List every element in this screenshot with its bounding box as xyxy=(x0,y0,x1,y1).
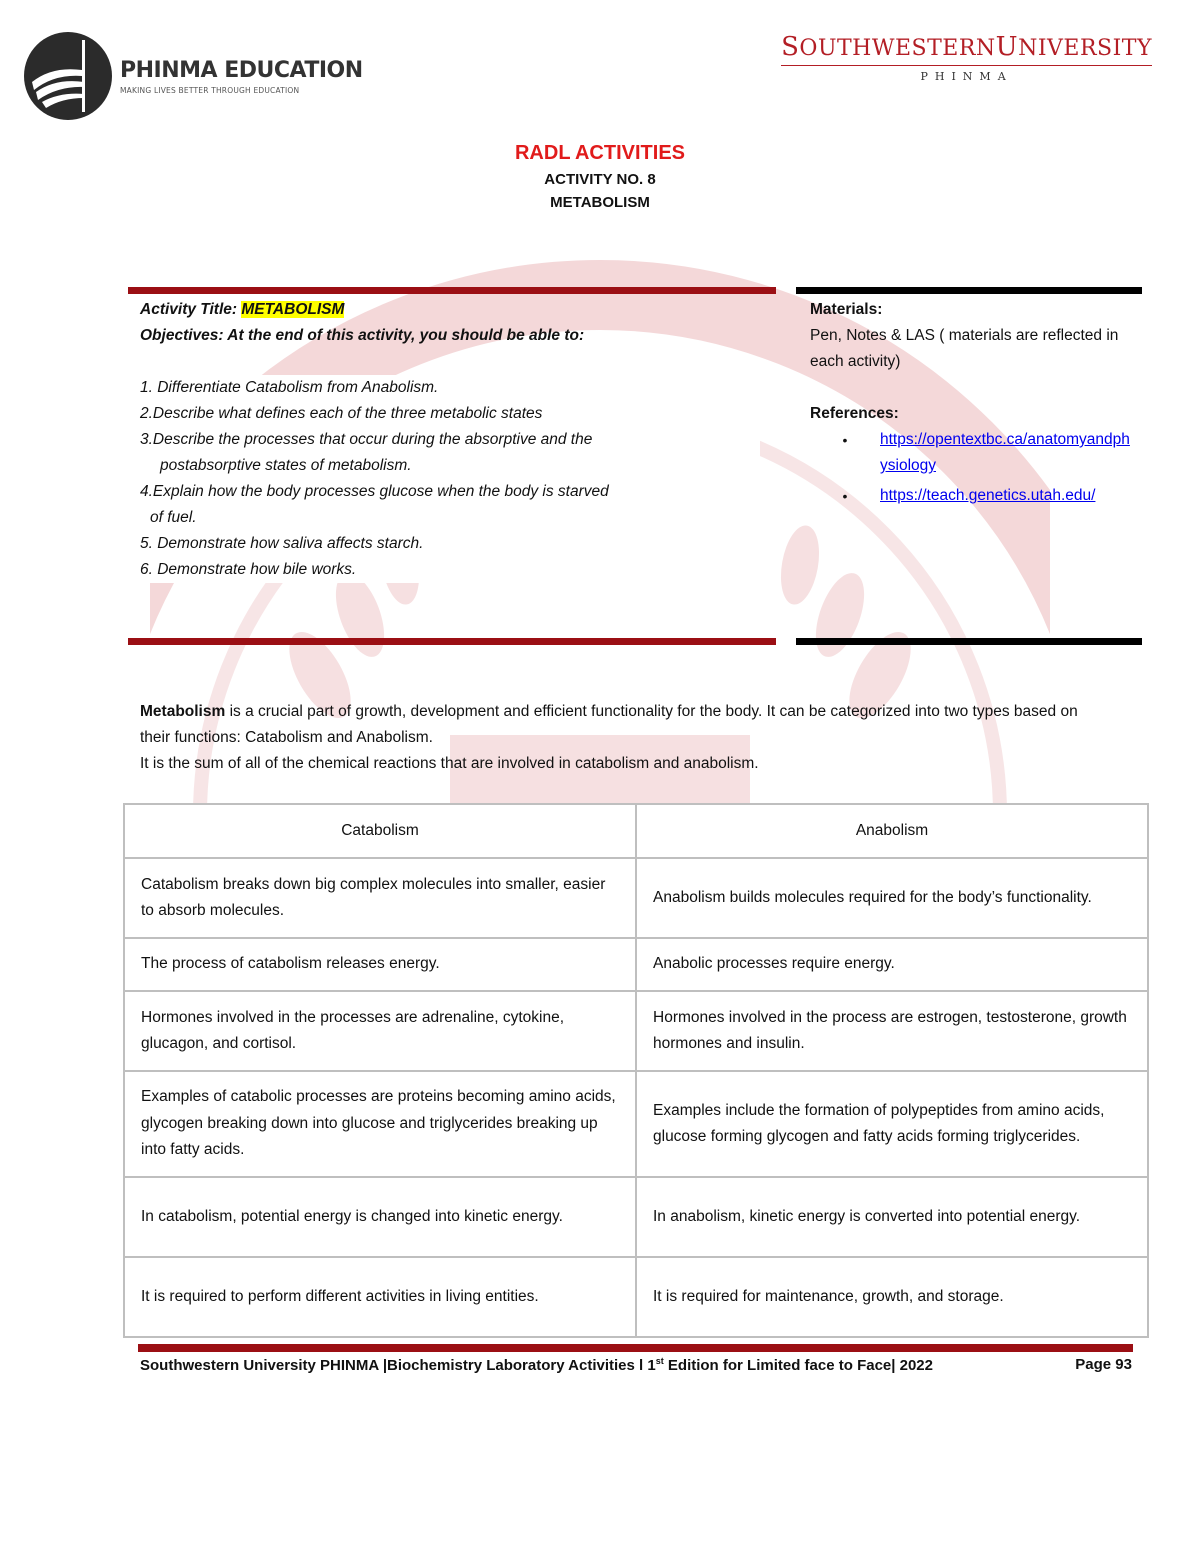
page-number: Page 93 xyxy=(1075,1356,1132,1373)
objective-item: 4.Explain how the body processes glucose when the body is starved xyxy=(140,483,609,500)
table-cell: Anabolic processes require energy. xyxy=(636,938,1148,991)
table-row xyxy=(124,858,1148,938)
reference-item xyxy=(810,427,1140,479)
materials-panel xyxy=(810,297,1140,509)
references-label: References: xyxy=(810,405,899,422)
table-cell: It is required for maintenance, growth, and storage. xyxy=(636,1257,1148,1337)
table-cell: The process of catabolism releases energy. xyxy=(124,938,636,991)
section-bottom-bar-left xyxy=(128,638,776,645)
page-footer xyxy=(140,1356,1132,1374)
table-cell: Catabolism breaks down big complex molecules into smaller, easier to absorb molecules. xyxy=(124,858,636,938)
objective-item: 6. Demonstrate how bile works. xyxy=(140,561,357,578)
swu-name: SOUTHWESTERNUNIVERSITY xyxy=(781,32,1152,62)
objective-item: 5. Demonstrate how saliva affects starch. xyxy=(140,535,424,552)
activity-topic: METABOLISM xyxy=(550,194,650,211)
table-cell: Examples of catabolic processes are proteins becoming amino acids, glycogen breaking down into glucose and triglycerides breaking up into fatty acids. xyxy=(124,1071,636,1177)
phinma-emblem-icon xyxy=(22,30,114,122)
objective-item-continued: postabsorptive states of metabolism. xyxy=(160,457,412,474)
objective-item-continued: of fuel. xyxy=(150,509,197,526)
materials-text: Pen, Notes & LAS ( materials are reflected in each activity) xyxy=(810,327,1119,370)
table-cell: In catabolism, potential energy is changed into kinetic energy. xyxy=(124,1177,636,1257)
swu-logo xyxy=(781,32,1152,83)
objective-item: 3.Describe the processes that occur during the absorptive and the xyxy=(140,431,593,448)
table-header-row xyxy=(124,804,1148,858)
objectives-panel xyxy=(140,297,760,583)
phinma-education-logo xyxy=(22,30,363,122)
objective-item: 1. Differentiate Catabolism from Anabolism. xyxy=(140,379,439,396)
table-cell: It is required to perform different activities in living entities. xyxy=(124,1257,636,1337)
bullet-icon: • xyxy=(842,488,848,504)
reference-item xyxy=(810,483,1140,509)
activity-number: ACTIVITY NO. 8 xyxy=(544,171,656,188)
table-row xyxy=(124,1177,1148,1257)
swu-rule xyxy=(781,65,1152,66)
phinma-name: PHINMA EDUCATION xyxy=(120,57,363,83)
reference-link[interactable]: https://opentextbc.ca/anatomyandphysiology xyxy=(880,431,1130,474)
table-cell: In anabolism, kinetic energy is converted into potential energy. xyxy=(636,1177,1148,1257)
section-bottom-bar-right xyxy=(796,638,1142,645)
table-cell: Hormones involved in the process are estrogen, testosterone, growth hormones and insulin. xyxy=(636,991,1148,1071)
objective-item: 2.Describe what defines each of the three metabolic states xyxy=(140,405,543,422)
table-row xyxy=(124,991,1148,1071)
swu-subtitle: PHINMA xyxy=(920,70,1013,83)
table-row xyxy=(124,1071,1148,1177)
materials-label: Materials: xyxy=(810,301,883,318)
activity-title-line: Activity Title: METABOLISM xyxy=(140,301,345,318)
table-row xyxy=(124,1257,1148,1337)
column-header-catabolism: Catabolism xyxy=(124,804,636,858)
bullet-icon: • xyxy=(842,432,848,448)
intro-line-1: Metabolism is a crucial part of growth, development and efficient functionality for the body. It can be categorized into two types based on their functions: Catabolism and Anabolism. xyxy=(140,703,1078,746)
table-row xyxy=(124,938,1148,991)
page-title-block xyxy=(0,142,1200,211)
activity-title-value: METABOLISM xyxy=(241,301,345,318)
table-cell: Hormones involved in the processes are adrenaline, cytokine, glucagon, and cortisol. xyxy=(124,991,636,1071)
column-header-anabolism: Anabolism xyxy=(636,804,1148,858)
intro-paragraph xyxy=(140,699,1100,777)
footer-bar xyxy=(138,1344,1133,1352)
objectives-label: Objectives: At the end of this activity, you should be able to: xyxy=(140,327,585,344)
section-top-bar-right xyxy=(796,287,1142,294)
section-top-bar-left xyxy=(128,287,776,294)
page-title: RADL ACTIVITIES xyxy=(514,142,685,164)
footer-text: Southwestern University PHINMA |Biochemistry Laboratory Activities l 1st Edition for Limited face to Face| 2022 xyxy=(140,1356,933,1374)
intro-line-2: It is the sum of all of the chemical reactions that are involved in catabolism and anabolism. xyxy=(140,755,759,772)
catabolism-anabolism-table xyxy=(123,803,1149,1338)
table-cell: Examples include the formation of polypeptides from amino acids, glucose forming glycogen and fatty acids forming triglycerides. xyxy=(636,1071,1148,1177)
phinma-tagline: MAKING LIVES BETTER THROUGH EDUCATION xyxy=(120,85,300,95)
reference-link[interactable]: https://teach.genetics.utah.edu/ xyxy=(880,487,1096,504)
table-cell: Anabolism builds molecules required for the body’s functionality. xyxy=(636,858,1148,938)
